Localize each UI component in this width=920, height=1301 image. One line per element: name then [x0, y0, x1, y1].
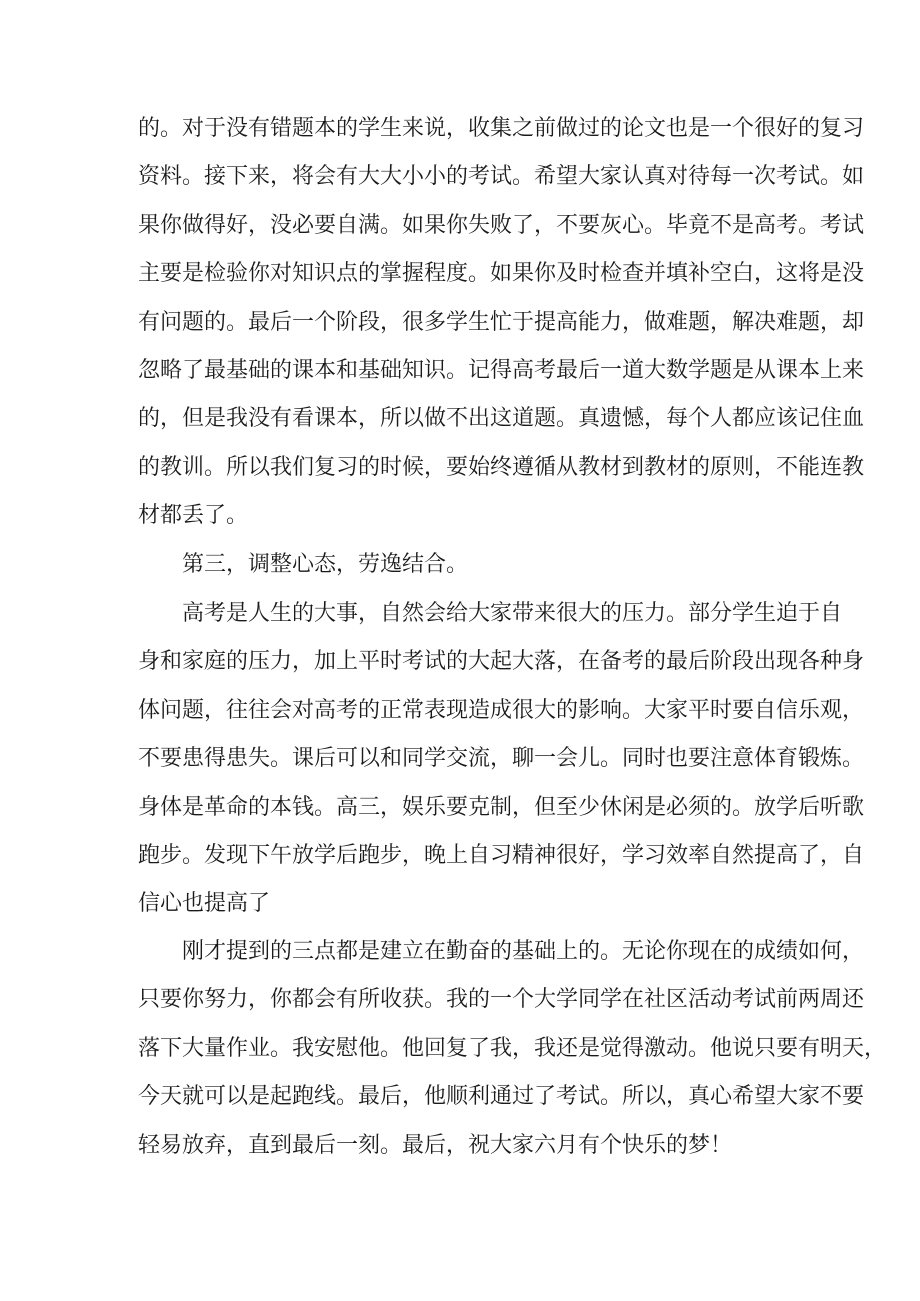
text-line: 身体是革命的本钱。高三，娱乐要克制，但至少休闲是必须的。放学后听歌 [138, 794, 865, 820]
text-line: 主要是检验你对知识点的掌握程度。如果你及时检查并填补空白，这将是没 [138, 261, 865, 287]
section-heading-3 [138, 541, 468, 589]
text-line: 高考是人生的大事，自然会给大家带来很大的压力。部分学生迫于自 [182, 601, 843, 626]
text-line: 身和家庭的压力，加上平时考试的大起大落，在备考的最后阶段出现各种身 [138, 649, 865, 675]
text-line: 信心也提高了 [138, 891, 271, 917]
text-line: 刚才提到的三点都是建立在勤奋的基础上的。无论你现在的成绩如何， [182, 939, 865, 964]
text-line: 的教训。所以我们复习的时候，要始终遵循从教材到教材的原则，不能连教 [138, 454, 865, 480]
text-line: 的，但是我没有看课本，所以做不出这道题。真遗憾，每个人都应该记住血 [138, 406, 865, 432]
text-line: 不要患得患失。课后可以和同学交流，聊一会儿。同时也要注意体育锻炼。 [138, 746, 865, 772]
text-line: 轻易放弃，直到最后一刻。最后，祝大家六月有个快乐的梦！ [138, 1132, 733, 1158]
text-line: 今天就可以是起跑线。最后，他顺利通过了考试。所以，真心希望大家不要 [138, 1084, 865, 1110]
paragraph-3 [138, 590, 865, 929]
text-line: 的。对于没有错题本的学生来说，收集之前做过的论文也是一个很好的复习 [138, 116, 865, 141]
paragraph-1 [138, 105, 865, 541]
text-line: 第三，调整心态，劳逸结合。 [182, 552, 469, 577]
text-line: 果你做得好，没必要自满。如果你失败了，不要灰心。毕竟不是高考。考试 [138, 212, 865, 238]
text-line: 只要你努力，你都会有所收获。我的一个大学同学在社区活动考试前两周还 [138, 987, 865, 1013]
text-line: 忽略了最基础的课本和基础知识。记得高考最后一道大数学题是从课本上来 [138, 357, 865, 383]
text-line: 有问题的。最后一个阶段，很多学生忙于提高能力，做难题，解决难题，却 [138, 309, 865, 335]
text-line: 体问题，往往会对高考的正常表现造成很大的影响。大家平时要自信乐观， [138, 697, 865, 723]
text-line: 资料。接下来，将会有大大小小的考试。希望大家认真对待每一次考试。如 [138, 164, 865, 190]
text-line: 材都丢了。 [138, 503, 249, 529]
text-line: 落下大量作业。我安慰他。他回复了我，我还是觉得激动。他说只要有明天， [138, 1035, 887, 1061]
text-line: 跑步。发现下午放学后跑步，晚上自习精神很好，学习效率自然提高了，自 [138, 842, 865, 868]
paragraph-4 [138, 928, 887, 1170]
